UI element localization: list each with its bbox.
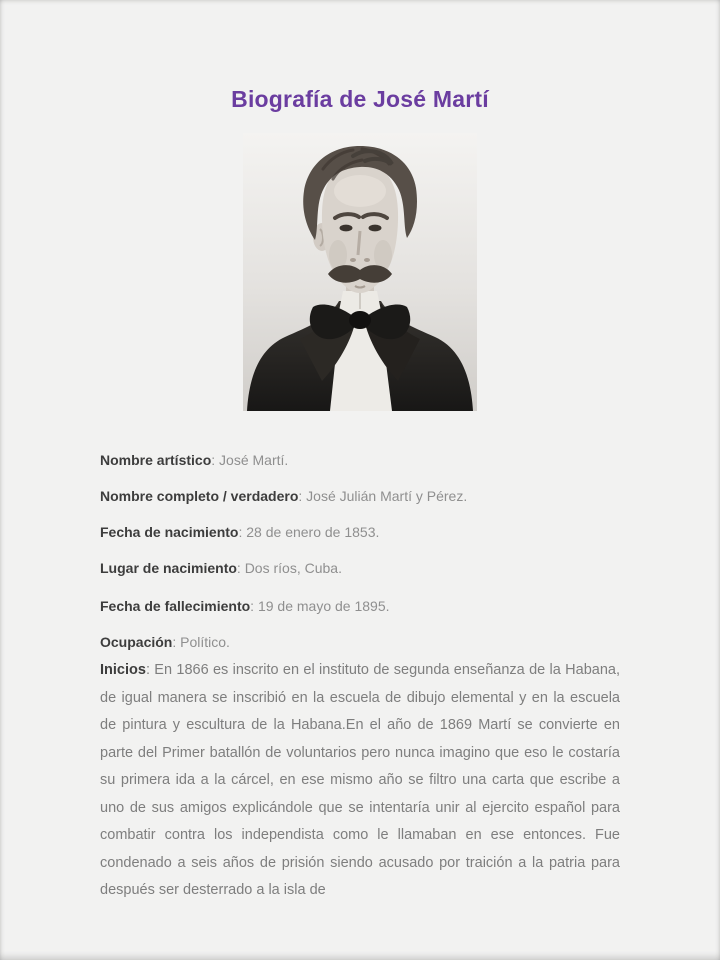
info-label: Fecha de fallecimiento bbox=[100, 598, 251, 614]
info-row-lugar-nacimiento bbox=[100, 560, 620, 576]
info-value: : Dos ríos, Cuba. bbox=[236, 560, 342, 576]
info-value: : 19 de mayo de 1895. bbox=[250, 598, 390, 614]
info-label: Fecha de nacimiento bbox=[100, 524, 239, 540]
info-value: : José Julián Martí y Pérez. bbox=[298, 488, 468, 504]
marti-portrait-illustration bbox=[243, 133, 477, 411]
marti-portrait-photo bbox=[243, 133, 477, 411]
info-label: Nombre completo / verdadero bbox=[100, 488, 299, 504]
info-row-fecha-nacimiento bbox=[100, 524, 620, 540]
biography-info bbox=[100, 452, 620, 905]
inicios-text: : En 1866 es inscrito en el instituto de segunda enseñanza de la Habana, de igual manera se inscribió en la escuela de dibujo elemental y en la escuela de pintura y escultura de la Habana.En el año de 1869 Martí se convierte en parte del Primer batallón de voluntarios pero nunca imagino que eso le costaría su primera ida a la cárcel, en ese mismo año se filtro una carta que escribe a uno de sus amigos explicándole que se intentaría unir al ejercito español para combatir contra los independista como le llamaban en ese entonces. Fue condenado a seis años de prisión siendo acusado por traición a la patria para después ser desterrado a la isla de bbox=[100, 662, 620, 898]
info-value: : 28 de enero de 1853. bbox=[238, 524, 380, 540]
info-label: Lugar de nacimiento bbox=[100, 560, 237, 576]
info-row-ocupacion bbox=[100, 634, 620, 650]
info-row-nombre-completo bbox=[100, 488, 620, 504]
info-value: : José Martí. bbox=[211, 452, 289, 468]
info-label: Ocupación bbox=[100, 634, 173, 650]
info-row-nombre-artistico bbox=[100, 452, 620, 468]
info-label: Nombre artístico bbox=[100, 452, 212, 468]
page-title: Biografía de José Martí bbox=[231, 86, 489, 112]
info-row-fecha-fallecimiento bbox=[100, 598, 620, 614]
inicios-paragraph bbox=[100, 657, 620, 905]
inicios-label: Inicios bbox=[100, 662, 146, 678]
info-value: : Político. bbox=[172, 634, 230, 650]
